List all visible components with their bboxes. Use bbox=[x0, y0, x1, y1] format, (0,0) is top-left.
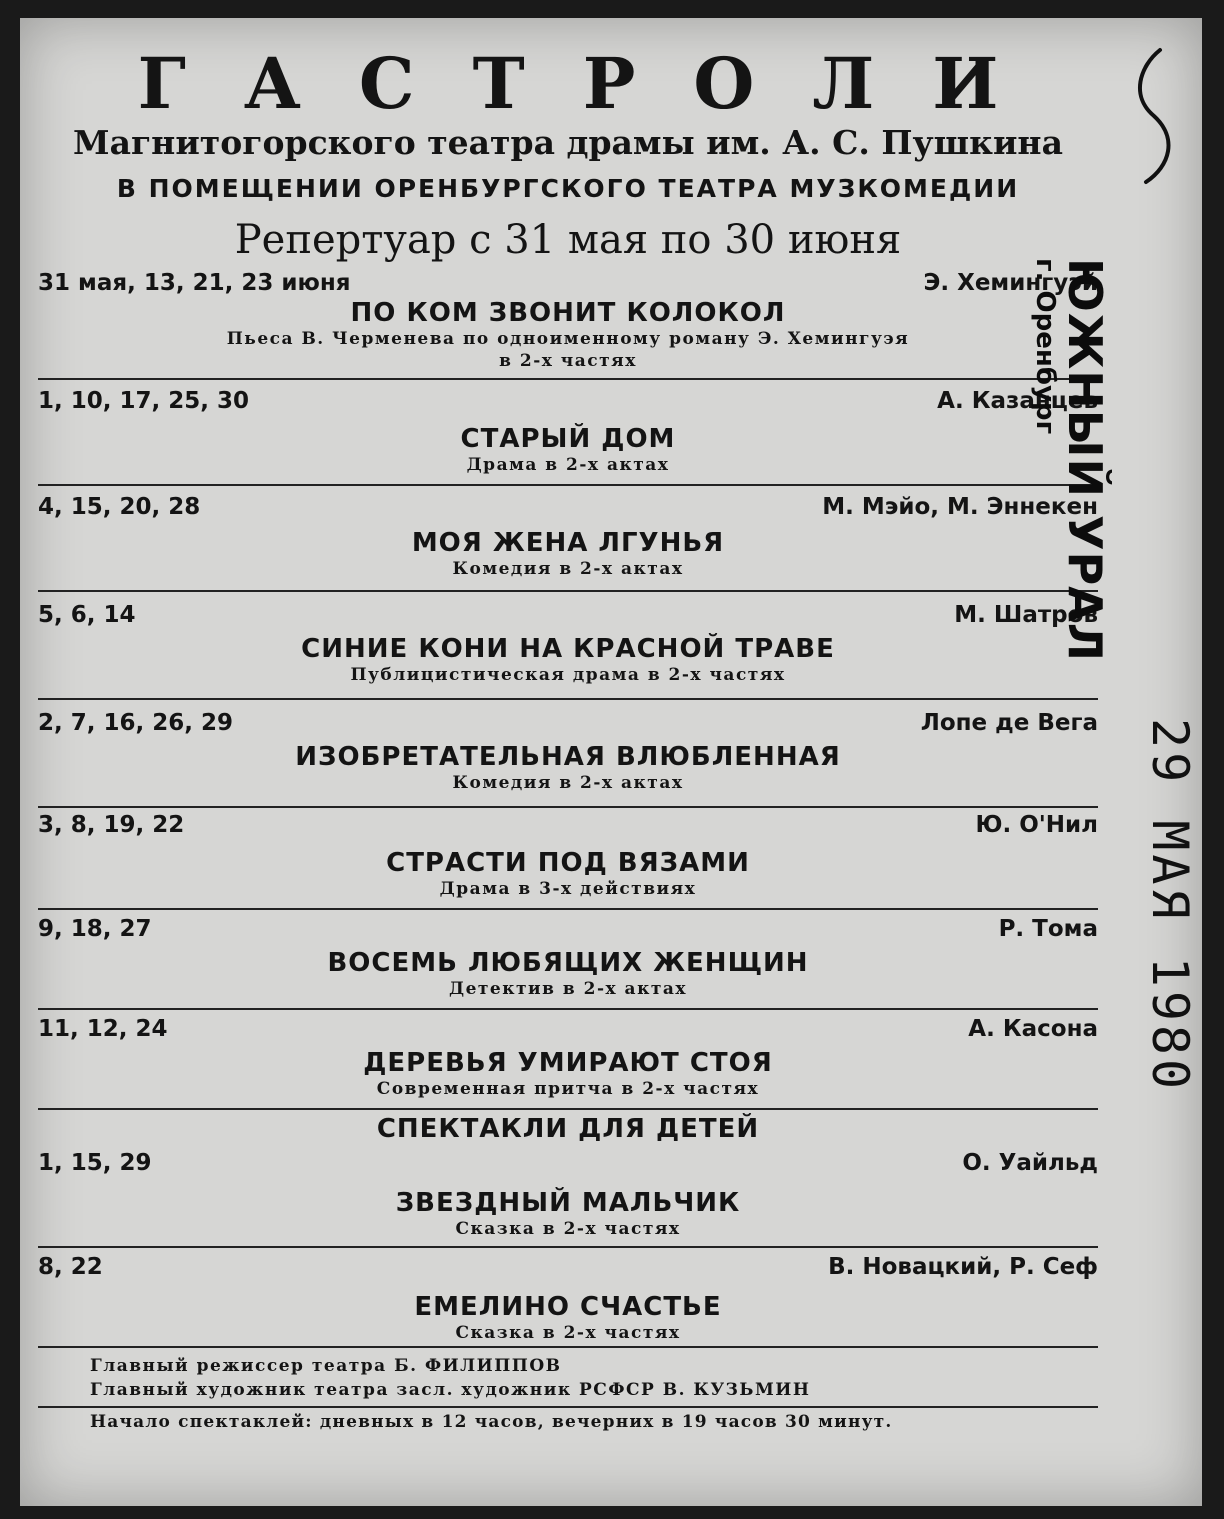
play-dates: 8, 22 bbox=[38, 1254, 103, 1280]
play-title: СИНИЕ КОНИ НА КРАСНОЙ ТРАВЕ bbox=[301, 634, 835, 664]
poster-subtitle: Магнитогорского театра драмы им. А. С. Пушкина bbox=[73, 123, 1063, 162]
repertoire-period: Репертуар с 31 мая по 30 июня bbox=[234, 217, 902, 263]
play-title: МОЯ ЖЕНА ЛГУНЬЯ bbox=[411, 528, 725, 558]
poster-venue: В ПОМЕЩЕНИИ ОРЕНБУРГСКОГО ТЕАТРА МУЗКОМЕДИИ bbox=[116, 174, 1020, 203]
play-dates: 3, 8, 19, 22 bbox=[38, 812, 185, 838]
play-author: Э. Хемингуэй bbox=[923, 270, 1098, 296]
play-entry bbox=[38, 808, 1098, 910]
showtime-schedule: Начало спектаклей: дневных в 12 часов, вечерних в 19 часов 30 минут. bbox=[38, 1406, 1098, 1436]
play-title: ЕМЕЛИНО СЧАСТЬЕ bbox=[414, 1292, 722, 1322]
play-author: А. Казанцев bbox=[937, 388, 1098, 414]
play-entry bbox=[38, 1248, 1098, 1348]
play-entry bbox=[38, 910, 1098, 1010]
play-dates: 2, 7, 16, 26, 29 bbox=[38, 710, 234, 736]
play-description: Пьеса В. Черменева по одноименному роману Э. Хемингуэя bbox=[226, 329, 910, 349]
play-title: ЗВЕЗДНЫЙ МАЛЬЧИК bbox=[395, 1188, 741, 1218]
play-author: М. Мэйо, М. Эннекен bbox=[822, 494, 1098, 520]
play-dates: 1, 15, 29 bbox=[38, 1150, 152, 1176]
play-dates: 31 мая, 13, 21, 23 июня bbox=[38, 270, 351, 296]
play-dates: 9, 18, 27 bbox=[38, 916, 152, 942]
play-dates: 5, 6, 14 bbox=[38, 602, 136, 628]
play-title: ДЕРЕВЬЯ УМИРАЮТ СТОЯ bbox=[363, 1048, 773, 1078]
play-entry bbox=[38, 268, 1098, 380]
play-author: А. Касона bbox=[968, 1016, 1098, 1042]
theatre-poster bbox=[38, 42, 1098, 1436]
pencil-mark-icon bbox=[1120, 46, 1190, 186]
play-description-extra: в 2-х частях bbox=[499, 351, 637, 371]
play-description: Драма в 2-х актах bbox=[466, 455, 670, 475]
credit-artist: Главный художник театра засл. художник РСФСР В. КУЗЬМИН bbox=[90, 1380, 811, 1400]
play-entry bbox=[38, 592, 1098, 700]
date-stamp: 29 МАЯ 1980 bbox=[1141, 718, 1199, 1094]
play-entry bbox=[38, 380, 1098, 486]
play-author: М. Шатров bbox=[954, 602, 1098, 628]
play-title: ВОСЕМЬ ЛЮБЯЩИХ ЖЕНЩИН bbox=[327, 948, 809, 978]
play-author: Ю. О'Нил bbox=[975, 812, 1098, 838]
play-entry bbox=[38, 700, 1098, 808]
play-author: О. Уайльд bbox=[962, 1150, 1098, 1176]
play-entry bbox=[38, 1010, 1098, 1110]
play-author: В. Новацкий, Р. Сеф bbox=[828, 1254, 1098, 1280]
poster-title: ГАСТРОЛИ bbox=[137, 42, 1057, 125]
play-description: Современная притча в 2-х частях bbox=[376, 1079, 760, 1099]
play-entry bbox=[38, 486, 1098, 592]
newspaper-stamp bbox=[1030, 258, 1110, 662]
stamp-city: г. Оренбург bbox=[1030, 258, 1060, 435]
play-dates: 1, 10, 17, 25, 30 bbox=[38, 388, 250, 414]
play-description: Детектив в 2-х актах bbox=[448, 979, 688, 999]
play-author: Р. Тома bbox=[998, 916, 1098, 942]
play-dates: 4, 15, 20, 28 bbox=[38, 494, 201, 520]
play-description: Публицистическая драма в 2-х частях bbox=[350, 665, 786, 685]
newspaper-clipping bbox=[20, 18, 1202, 1506]
credits bbox=[38, 1348, 1098, 1402]
play-author: Лопе де Вега bbox=[920, 710, 1098, 736]
play-description: Драма в 3-х действиях bbox=[439, 879, 697, 899]
play-dates: 11, 12, 24 bbox=[38, 1016, 168, 1042]
play-title: ИЗОБРЕТАТЕЛЬНАЯ ВЛЮБЛЕННАЯ bbox=[295, 742, 841, 772]
credit-director: Главный режиссер театра Б. ФИЛИППОВ bbox=[90, 1356, 562, 1376]
play-title: СТРАСТИ ПОД ВЯЗАМИ bbox=[386, 848, 750, 878]
play-description: Комедия в 2-х актах bbox=[452, 559, 684, 579]
play-title: СТАРЫЙ ДОМ bbox=[460, 424, 676, 454]
stamp-newspaper-name: ЮЖНЫЙ УРАЛ bbox=[1058, 258, 1112, 662]
play-description: Сказка в 2-х частях bbox=[455, 1323, 681, 1343]
play-description: Сказка в 2-х частях bbox=[455, 1219, 681, 1239]
children-section-heading: СПЕКТАКЛИ ДЛЯ ДЕТЕЙ bbox=[376, 1114, 760, 1144]
play-entry bbox=[38, 1148, 1098, 1248]
play-description: Комедия в 2-х актах bbox=[452, 773, 684, 793]
play-title: ПО КОМ ЗВОНИТ КОЛОКОЛ bbox=[350, 298, 786, 328]
